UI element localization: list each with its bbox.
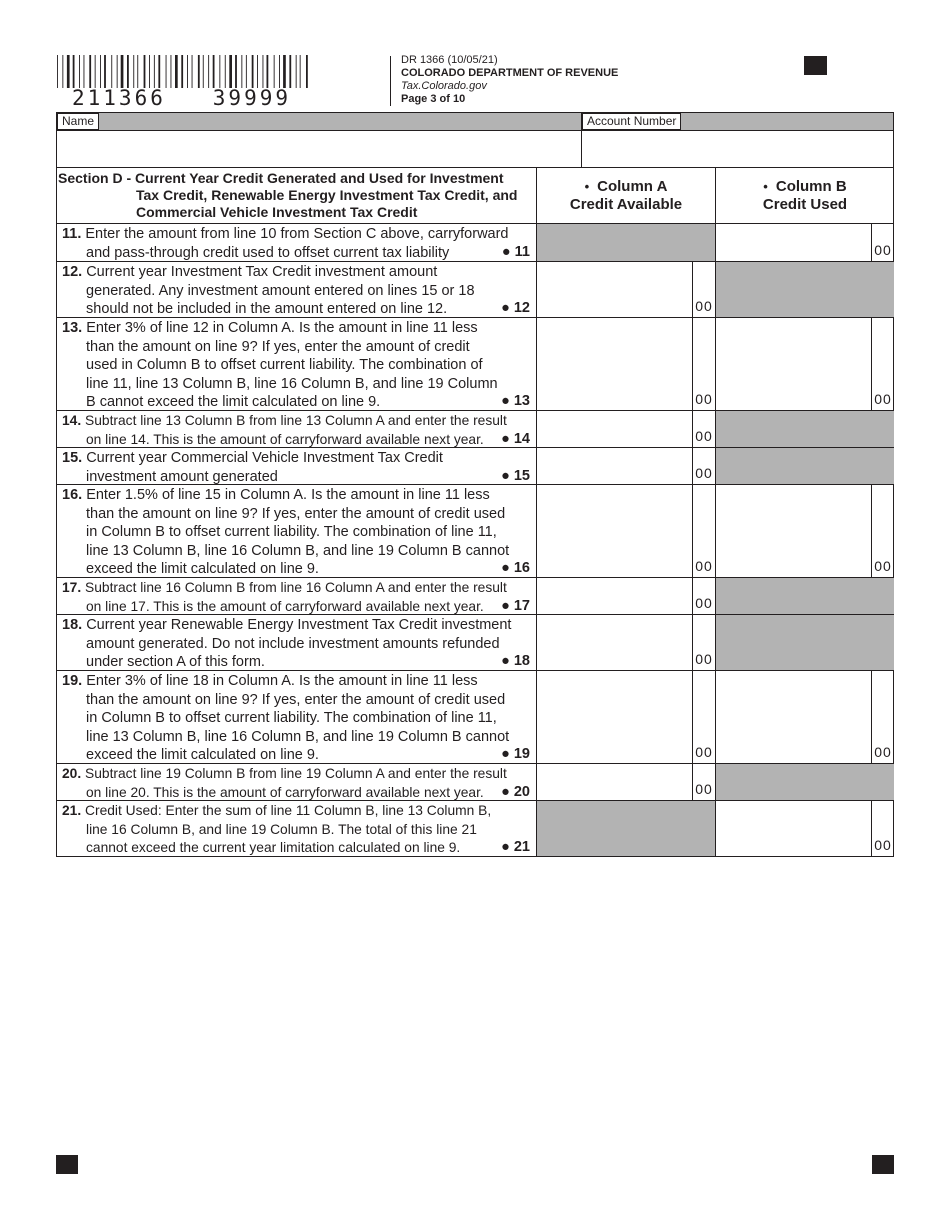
column-b-header: • Column B Credit Used [762, 178, 848, 213]
line-14-col-a-cents: 00 [695, 428, 713, 444]
line-15-col-a-input[interactable] [537, 448, 692, 484]
line-11-ref: ● 11 [501, 243, 530, 260]
line-17-col-b-shaded [716, 578, 894, 614]
registration-marker [872, 1155, 894, 1174]
form-id: DR 1366 (10/05/21) [401, 54, 498, 66]
line-13-ref: ● 13 [501, 393, 530, 409]
line-14-col-a-input[interactable] [537, 411, 692, 447]
line-15-description: 15. Current year Commercial Vehicle Investment Tax Credit investment amount generated [62, 450, 443, 485]
line-21-col-a-shaded [537, 801, 715, 856]
name-label: Name [57, 113, 99, 130]
line-14-description: 14. Subtract line 13 Column B from line 13 Column A and enter the result on line 14. This is the amount of carryforward available next year. [62, 413, 507, 447]
line-13-col-b-cents: 00 [874, 391, 892, 407]
line-12-description: 12. Current year Investment Tax Credit investment amount generated. Any investment amount entered on lines 15 or 18 should not be included in the amount entered on line 12. [62, 264, 475, 317]
line-17-ref: ● 17 [501, 597, 530, 614]
line-15-col-b-shaded [716, 448, 894, 484]
line-21-ref: ● 21 [501, 839, 530, 855]
line-11-description: 11. Enter the amount from line 10 from Section C above, carryforward and pass-through credit used to offset current tax liability [62, 226, 509, 261]
line-18-description: 18. Current year Renewable Energy Investment Tax Credit investment amount generated. Do not include investment amounts refunded under section A of this form. [62, 617, 512, 670]
line-19-col-b-input[interactable] [716, 671, 871, 763]
line-19-description: 19. Enter 3% of line 18 in Column A. Is the amount in line 11 less than the amount on line 9? If yes, enter the amount of credit used in Column B to offset current liability. The combination of line 11, line 13 Column B, line 16 Column B, and line 19 Column B cannot exceed the limit calculated on line 9. [62, 673, 510, 763]
registration-marker [804, 56, 827, 75]
barcode [57, 55, 309, 88]
line-15-ref: ● 15 [501, 467, 530, 484]
line-11-col-a-shaded [537, 224, 715, 261]
line-17-description: 17. Subtract line 16 Column B from line 16 Column A and enter the result on line 17. This is the amount of carryforward available next year. [62, 580, 507, 614]
line-11-col-b-input[interactable] [716, 224, 871, 261]
department-name: COLORADO DEPARTMENT OF REVENUE [401, 67, 619, 79]
line-18-col-b-shaded [716, 615, 894, 670]
line-20-description: 20. Subtract line 19 Column B from line 19 Column A and enter the result on line 20. This is the amount of carryforward available next year. [62, 766, 507, 800]
line-19-col-a-input[interactable] [537, 671, 692, 763]
line-19-col-a-cents: 00 [695, 744, 713, 760]
line-20-ref: ● 20 [501, 783, 530, 800]
line-20-col-a-cents: 00 [695, 781, 713, 797]
line-13-col-b-input[interactable] [716, 318, 871, 410]
line-14-col-b-shaded [716, 411, 894, 447]
line-21-col-b-cents: 00 [874, 837, 892, 853]
column-a-header: • Column A Credit Available [569, 178, 683, 213]
line-13-description: 13. Enter 3% of line 12 in Column A. Is the amount in line 11 less than the amount on line 9? If yes, enter the amount of credit used in Column B to offset current liability. The combination of line 11, line 13 Column B, line 16 Column B, and line 19 Column B cannot exceed the limit calculated on line 9. [62, 320, 498, 410]
line-19-ref: ● 19 [501, 746, 530, 762]
line-17-col-a-input[interactable] [537, 578, 692, 614]
section-d-title: Section D - Current Year Credit Generated and Used for Investment Tax Credit, Renewable Energy Investment Tax Credit, and Commercial Vehicle Investment Tax Credit [58, 170, 518, 220]
account-number-field[interactable] [582, 131, 893, 167]
line-15-col-a-cents: 00 [695, 465, 713, 481]
line-21-description: 21. Credit Used: Enter the sum of line 11 Column B, line 13 Column B, line 16 Column B, and line 19 Column B. The total of this line 21 cannot exceed the current year limitation calculated on line 9. [62, 803, 492, 855]
line-16-col-b-cents: 00 [874, 558, 892, 574]
line-16-description: 16. Enter 1.5% of line 15 in Column A. Is the amount in line 11 less than the amount on line 9? If yes, enter the amount of credit used in Column B to offset current liability. The combination of line 11, line 13 Column B, line 16 Column B, and line 19 Column B cannot exceed the limit calculated on line 9. [62, 487, 510, 577]
name-account-bar [57, 113, 893, 130]
line-18-col-a-cents: 00 [695, 651, 713, 667]
line-16-col-a-input[interactable] [537, 485, 692, 577]
line-16-ref: ● 16 [501, 560, 530, 576]
line-12-col-b-shaded [716, 262, 894, 317]
line-13-col-a-input[interactable] [537, 318, 692, 410]
line-21-col-b-input[interactable] [716, 801, 871, 856]
page-number: Page 3 of 10 [401, 93, 466, 105]
line-13-col-a-cents: 00 [695, 391, 713, 407]
line-18-col-a-input[interactable] [537, 615, 692, 670]
account-number-label: Account Number [582, 113, 681, 130]
barcode-number: 211366 39999 [72, 86, 292, 110]
line-12-ref: ● 12 [501, 300, 530, 316]
line-12-col-a-cents: 00 [695, 298, 713, 314]
line-16-col-b-input[interactable] [716, 485, 871, 577]
registration-marker [56, 1155, 78, 1174]
line-16-col-a-cents: 00 [695, 558, 713, 574]
line-17-col-a-cents: 00 [695, 595, 713, 611]
line-12-col-a-input[interactable] [537, 262, 692, 317]
line-20-col-a-input[interactable] [537, 764, 692, 800]
line-20-col-b-shaded [716, 764, 894, 800]
line-14-ref: ● 14 [501, 430, 530, 447]
header-divider [390, 56, 391, 106]
line-18-ref: ● 18 [501, 653, 530, 669]
line-19-col-b-cents: 00 [874, 744, 892, 760]
name-field[interactable] [57, 131, 580, 167]
line-11-col-b-cents: 00 [874, 242, 892, 258]
website: Tax.Colorado.gov [401, 80, 487, 92]
